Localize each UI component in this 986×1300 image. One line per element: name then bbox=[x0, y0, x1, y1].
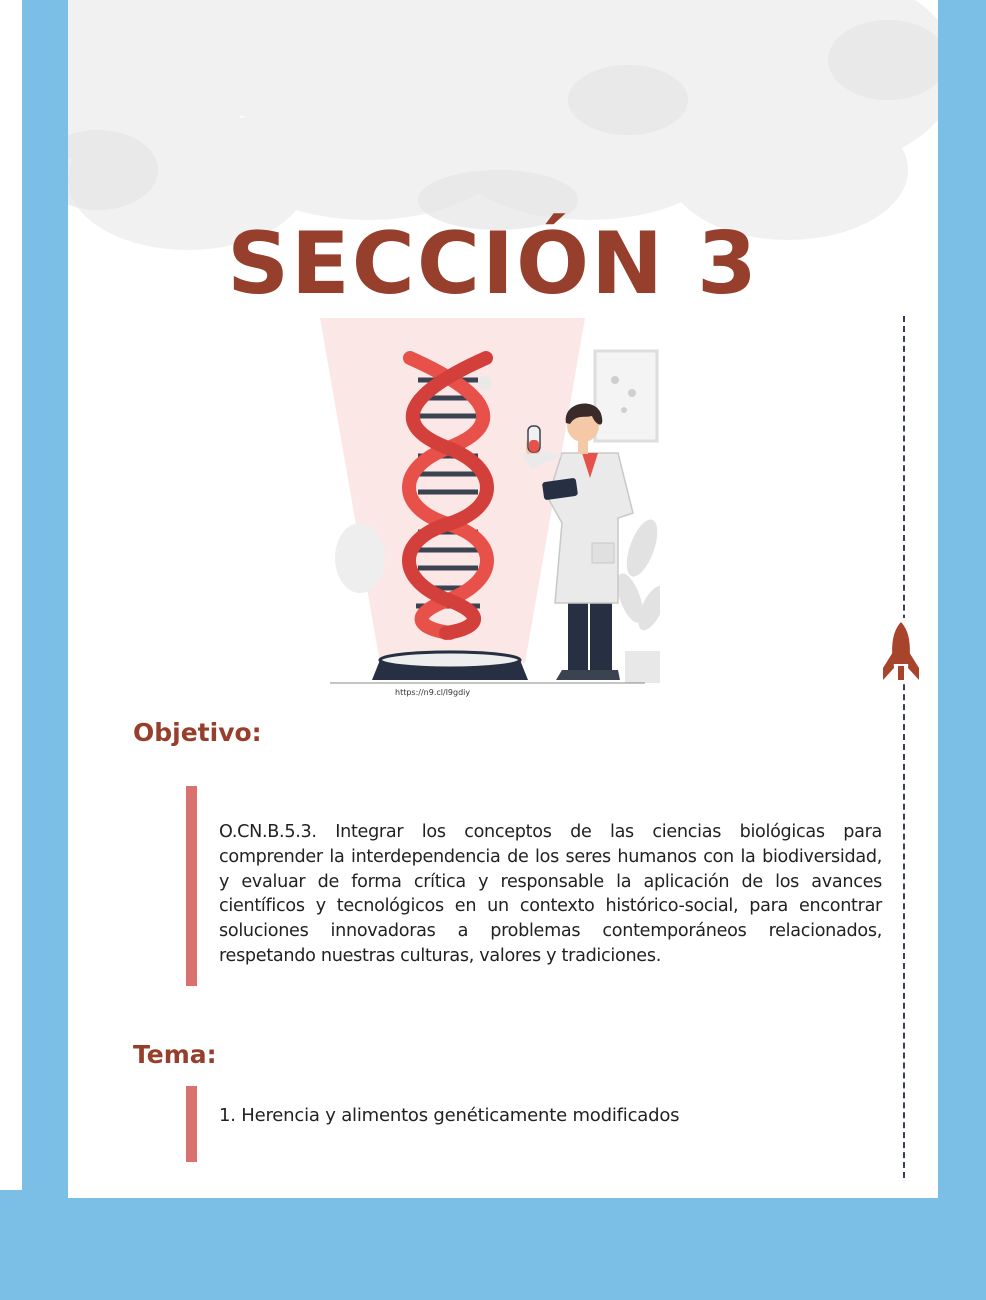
objective-accent-bar bbox=[186, 786, 197, 986]
frame-right-border bbox=[938, 300, 986, 1300]
frame-left-border bbox=[22, 0, 68, 1300]
progress-dashed-line bbox=[903, 316, 905, 1178]
section-title: SECCIÓN 3 bbox=[227, 214, 759, 314]
frame-bottom-border bbox=[0, 1198, 986, 1300]
topic-accent-bar bbox=[186, 1086, 197, 1162]
rocket-icon bbox=[880, 618, 922, 684]
topic-heading: Tema: bbox=[133, 1040, 217, 1069]
dna-scientist-illustration bbox=[300, 318, 660, 698]
objective-text: O.CN.B.5.3. Integrar los conceptos de las ciencias biológicas para comprender la interdependencia de los seres humanos con la biodiversidad, y evaluar de forma crítica y responsable la aplicación de los avances científicos y tecnológicos en un contexto histórico-social, para encontrar soluciones innovadoras a problemas contemporáneos relacionados, respetando nuestras culturas, valores y tradiciones. bbox=[219, 822, 882, 966]
image-credit-link[interactable]: https://n9.cl/l9gdiy bbox=[395, 688, 471, 697]
topic-list-item: 1. Herencia y alimentos genéticamente modificados bbox=[219, 1105, 680, 1126]
objective-heading: Objetivo: bbox=[133, 718, 262, 747]
